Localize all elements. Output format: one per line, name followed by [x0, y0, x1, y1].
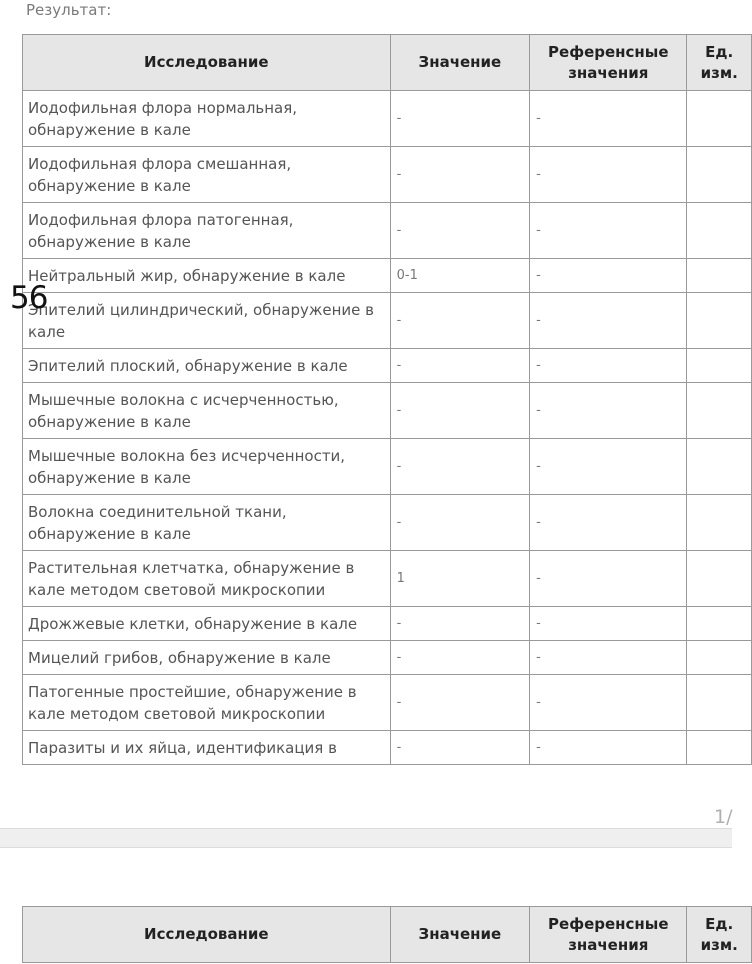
header-study: Исследование	[23, 35, 391, 91]
cell-study-name: Патогенные простейшие, обнаружение в кале методом световой микроскопии	[23, 675, 391, 731]
cell-value: -	[390, 607, 530, 641]
cell-study-name: Эпителий цилиндрический, обнаружение в кале	[23, 293, 391, 349]
cell-reference: -	[530, 91, 687, 147]
cell-study-name: Дрожжевые клетки, обнаружение в кале	[23, 607, 391, 641]
cell-value: -	[390, 293, 530, 349]
cell-unit	[687, 731, 752, 765]
page-separator	[0, 828, 732, 848]
cell-value: -	[390, 91, 530, 147]
cell-reference: -	[530, 349, 687, 383]
header-study: Исследование	[23, 907, 391, 963]
table-row	[23, 731, 752, 765]
table-row	[23, 203, 752, 259]
table-header-row	[23, 35, 752, 91]
results-table-body	[23, 91, 752, 765]
table-row	[23, 259, 752, 293]
table-row	[23, 439, 752, 495]
header-unit: Ед. изм.	[687, 35, 752, 91]
cell-reference: -	[530, 607, 687, 641]
cell-unit	[687, 293, 752, 349]
cell-unit	[687, 675, 752, 731]
table-row	[23, 495, 752, 551]
table-row	[23, 551, 752, 607]
table-row	[23, 91, 752, 147]
page-number: 56	[10, 280, 48, 316]
cell-value: -	[390, 495, 530, 551]
cell-unit	[687, 349, 752, 383]
cell-reference: -	[530, 147, 687, 203]
cell-study-name: Волокна соединительной ткани, обнаружение в кале	[23, 495, 391, 551]
cell-unit	[687, 147, 752, 203]
header-unit: Ед. изм.	[687, 907, 752, 963]
cell-unit	[687, 259, 752, 293]
cell-reference: -	[530, 641, 687, 675]
cell-value: -	[390, 147, 530, 203]
cell-value: -	[390, 203, 530, 259]
cell-value: 0-1	[390, 259, 530, 293]
cell-value: 1	[390, 551, 530, 607]
header-value: Значение	[390, 35, 530, 91]
cell-reference: -	[530, 731, 687, 765]
header-reference: Референсные значения	[530, 35, 687, 91]
cell-unit	[687, 91, 752, 147]
cell-reference: -	[530, 495, 687, 551]
table-row	[23, 675, 752, 731]
cell-unit	[687, 439, 752, 495]
cell-study-name: Паразиты и их яйца, идентификация в	[23, 731, 391, 765]
result-label: Результат:	[26, 1, 112, 19]
table-row	[23, 293, 752, 349]
cell-value: -	[390, 675, 530, 731]
cell-study-name: Иодофильная флора нормальная, обнаружение в кале	[23, 91, 391, 147]
cell-study-name: Мышечные волокна без исчерченности, обнаружение в кале	[23, 439, 391, 495]
cell-study-name: Иодофильная флора смешанная, обнаружение в кале	[23, 147, 391, 203]
table-row	[23, 607, 752, 641]
cell-study-name: Растительная клетчатка, обнаружение в кале методом световой микроскопии	[23, 551, 391, 607]
cell-study-name: Эпителий плоский, обнаружение в кале	[23, 349, 391, 383]
cell-reference: -	[530, 383, 687, 439]
cell-value: -	[390, 731, 530, 765]
cell-value: -	[390, 439, 530, 495]
cell-unit	[687, 551, 752, 607]
header-value: Значение	[390, 907, 530, 963]
cell-value: -	[390, 349, 530, 383]
table-header-row	[23, 907, 752, 963]
cell-reference: -	[530, 259, 687, 293]
cell-study-name: Мицелий грибов, обнаружение в кале	[23, 641, 391, 675]
cell-reference: -	[530, 293, 687, 349]
cell-unit	[687, 203, 752, 259]
cell-study-name: Иодофильная флора патогенная, обнаружение в кале	[23, 203, 391, 259]
cell-unit	[687, 607, 752, 641]
cell-reference: -	[530, 439, 687, 495]
table-row	[23, 383, 752, 439]
results-table	[22, 34, 752, 765]
cell-study-name: Нейтральный жир, обнаружение в кале	[23, 259, 391, 293]
cell-value: -	[390, 641, 530, 675]
page-indicator: 1/	[714, 806, 733, 828]
cell-reference: -	[530, 203, 687, 259]
cell-unit	[687, 495, 752, 551]
cell-study-name: Мышечные волокна с исчерченностью, обнаружение в кале	[23, 383, 391, 439]
cell-reference: -	[530, 675, 687, 731]
cell-unit	[687, 383, 752, 439]
results-table-next-page	[22, 906, 752, 963]
cell-value: -	[390, 383, 530, 439]
table-row	[23, 641, 752, 675]
table-row	[23, 147, 752, 203]
header-reference: Референсные значения	[530, 907, 687, 963]
cell-reference: -	[530, 551, 687, 607]
table-row	[23, 349, 752, 383]
cell-unit	[687, 641, 752, 675]
